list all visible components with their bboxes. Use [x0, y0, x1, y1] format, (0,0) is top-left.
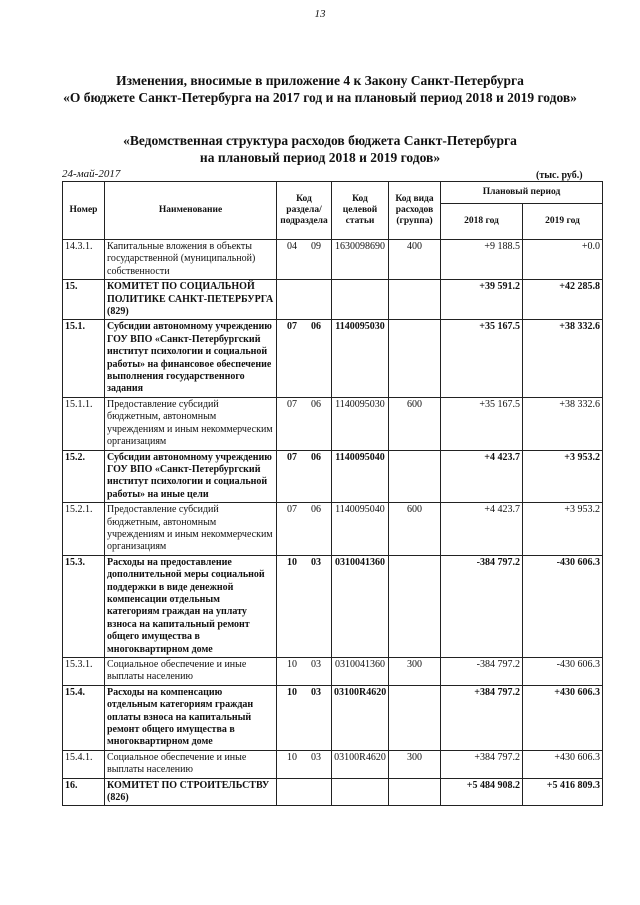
row-podrazdel: 03: [311, 659, 321, 670]
table-row: [63, 503, 603, 556]
row-amount-2018: +4 423.7: [441, 450, 523, 503]
row-razdel: 07: [287, 321, 297, 333]
row-name: Социальное обеспечение и иные выплаты населению: [105, 658, 277, 686]
row-number: 15.1.: [63, 320, 105, 397]
table-row: [63, 320, 603, 397]
row-expense-type: 400: [389, 240, 441, 280]
page-number: 13: [314, 8, 326, 20]
row-amount-2018: +35 167.5: [441, 320, 523, 397]
row-expense-type: 300: [389, 658, 441, 686]
row-section-code: [277, 397, 332, 450]
table-row: [63, 685, 603, 750]
row-expense-type: [389, 280, 441, 320]
row-section-code: [277, 685, 332, 750]
row-amount-2018: +39 591.2: [441, 280, 523, 320]
row-amount-2019: +42 285.8: [523, 280, 603, 320]
table-row: [63, 658, 603, 686]
row-name: КОМИТЕТ ПО СОЦИАЛЬНОЙ ПОЛИТИКЕ САНКТ-ПЕТЕРБУРГА (829): [105, 280, 277, 320]
row-amount-2019: +5 416 809.3: [523, 778, 603, 806]
row-number: 15.: [63, 280, 105, 320]
row-amount-2018: -384 797.2: [441, 555, 523, 657]
row-expense-type: 300: [389, 750, 441, 778]
row-podrazdel: 03: [311, 686, 321, 698]
row-number: 15.3.: [63, 555, 105, 657]
row-amount-2019: -430 606.3: [523, 555, 603, 657]
row-number: 15.1.1.: [63, 397, 105, 450]
row-section-code: [277, 450, 332, 503]
row-number: 14.3.1.: [63, 240, 105, 280]
subtitle-line-2: на плановый период 2018 и 2019 годов»: [199, 150, 441, 165]
table-row: [63, 450, 603, 503]
units-label: (тыс. руб.): [536, 170, 583, 181]
row-razdel: 10: [287, 686, 297, 698]
row-amount-2019: +38 332.6: [523, 397, 603, 450]
header-year-2018: 2018 год: [441, 204, 523, 240]
row-number: 15.4.: [63, 685, 105, 750]
row-amount-2018: +4 423.7: [441, 503, 523, 556]
header-target-code: Код целевой статьи: [332, 182, 389, 240]
row-target-code: 03100R4620: [332, 750, 389, 778]
table-title: [0, 132, 640, 166]
row-razdel: 04: [287, 241, 297, 252]
row-section-code: [277, 320, 332, 397]
header-section-code: Код раздела/ подраздела: [277, 182, 332, 240]
header-planned-period: Плановый период: [441, 182, 603, 204]
row-section-code: [277, 750, 332, 778]
row-target-code: 0310041360: [332, 658, 389, 686]
header-name: Наименование: [105, 182, 277, 240]
row-name: Предоставление субсидий бюджетным, автономным учреждениям и иным некоммерческим организациям: [105, 503, 277, 556]
header-year-2019: 2019 год: [523, 204, 603, 240]
row-name: Расходы на предоставление дополнительной меры социальной поддержки в виде денежной компенсации отдельным категориям граждан на уплату взноса на капитальный ремонт общего имущества в многоквартирном доме: [105, 555, 277, 657]
row-podrazdel: 06: [311, 504, 321, 516]
row-amount-2019: +430 606.3: [523, 750, 603, 778]
row-amount-2018: +384 797.2: [441, 685, 523, 750]
row-section-code: [277, 240, 332, 280]
row-section-code: [277, 778, 332, 806]
row-expense-type: 600: [389, 503, 441, 556]
row-target-code: 1630098690: [332, 240, 389, 280]
row-target-code: [332, 778, 389, 806]
row-razdel: 10: [287, 556, 297, 568]
row-expense-type: [389, 320, 441, 397]
row-section-code: [277, 503, 332, 556]
row-target-code: 1140095030: [332, 320, 389, 397]
row-name: Предоставление субсидий бюджетным, автономным учреждениям и иным некоммерческим организациям: [105, 397, 277, 450]
expenditure-table: [62, 181, 603, 806]
row-number: 15.4.1.: [63, 750, 105, 778]
row-podrazdel: 06: [311, 398, 321, 410]
row-amount-2019: +3 953.2: [523, 450, 603, 503]
table-row: [63, 397, 603, 450]
row-podrazdel: 03: [311, 556, 321, 568]
table-body: [63, 240, 603, 806]
table-row: [63, 555, 603, 657]
row-target-code: 1140095040: [332, 503, 389, 556]
table-row: [63, 280, 603, 320]
row-amount-2018: -384 797.2: [441, 658, 523, 686]
row-number: 15.2.1.: [63, 503, 105, 556]
row-amount-2019: -430 606.3: [523, 658, 603, 686]
row-podrazdel: 06: [311, 451, 321, 463]
row-name: Субсидии автономному учреждению ГОУ ВПО «Санкт-Петербургский институт психологии и социальной работы» на иные цели: [105, 450, 277, 503]
row-razdel: 07: [287, 398, 297, 410]
row-section-code: [277, 658, 332, 686]
row-name: Субсидии автономному учреждению ГОУ ВПО «Санкт-Петербургский институт психологии и социальной работы» на финансовое обеспечение выполнения государственного задания: [105, 320, 277, 397]
row-name: Социальное обеспечение и иные выплаты населению: [105, 750, 277, 778]
row-section-code: [277, 280, 332, 320]
row-expense-type: [389, 778, 441, 806]
row-podrazdel: 09: [311, 241, 321, 252]
row-name: КОМИТЕТ ПО СТРОИТЕЛЬСТВУ (826): [105, 778, 277, 806]
row-number: 15.3.1.: [63, 658, 105, 686]
table-row: [63, 750, 603, 778]
table-row: [63, 778, 603, 806]
row-amount-2018: +9 188.5: [441, 240, 523, 280]
row-amount-2018: +5 484 908.2: [441, 778, 523, 806]
title-line-2: «О бюджете Санкт-Петербурга на 2017 год и на плановый период 2018 и 2019 годов»: [63, 90, 577, 105]
row-razdel: 10: [287, 659, 297, 670]
row-expense-type: [389, 555, 441, 657]
row-podrazdel: 03: [311, 751, 321, 763]
row-razdel: 07: [287, 451, 297, 463]
row-amount-2019: +0.0: [523, 240, 603, 280]
row-expense-type: 600: [389, 397, 441, 450]
row-number: 15.2.: [63, 450, 105, 503]
row-target-code: 03100R4620: [332, 685, 389, 750]
row-razdel: 07: [287, 504, 297, 516]
table-row: [63, 240, 603, 280]
header-number: Номер: [63, 182, 105, 240]
row-amount-2018: +35 167.5: [441, 397, 523, 450]
row-target-code: [332, 280, 389, 320]
row-expense-type: [389, 450, 441, 503]
subtitle-line-1: «Ведомственная структура расходов бюджета Санкт-Петербурга: [123, 133, 517, 148]
row-podrazdel: 06: [311, 321, 321, 333]
title-line-1: Изменения, вносимые в приложение 4 к Закону Санкт-Петербурга: [116, 73, 524, 88]
row-target-code: 1140095030: [332, 397, 389, 450]
row-amount-2019: +3 953.2: [523, 503, 603, 556]
row-name: Капитальные вложения в объекты государственной (муниципальной) собственности: [105, 240, 277, 280]
document-date: 24-май-2017: [62, 168, 121, 180]
row-target-code: 0310041360: [332, 555, 389, 657]
header-expense-type-code: Код вида расходов (группа): [389, 182, 441, 240]
row-target-code: 1140095040: [332, 450, 389, 503]
row-section-code: [277, 555, 332, 657]
row-razdel: 10: [287, 751, 297, 763]
row-expense-type: [389, 685, 441, 750]
row-amount-2019: +38 332.6: [523, 320, 603, 397]
row-amount-2018: +384 797.2: [441, 750, 523, 778]
row-amount-2019: +430 606.3: [523, 685, 603, 750]
document-title: [0, 72, 640, 106]
row-number: 16.: [63, 778, 105, 806]
row-name: Расходы на компенсацию отдельным категориям граждан оплаты взноса на капитальный ремонт общего имущества в многоквартирном доме: [105, 685, 277, 750]
